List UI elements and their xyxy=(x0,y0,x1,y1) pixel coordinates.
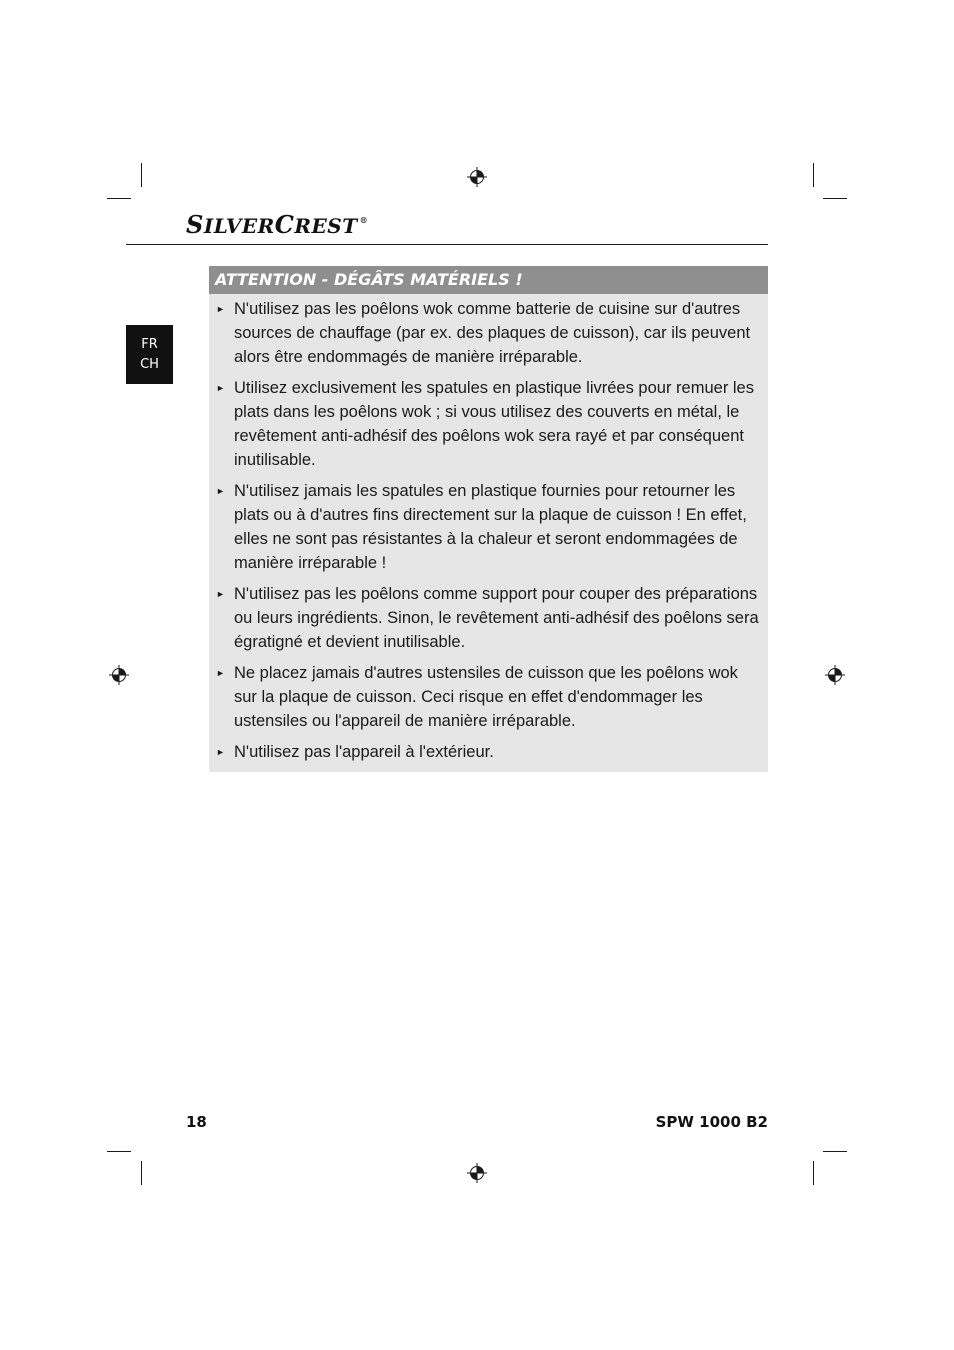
list-item-text: N'utilisez jamais les spatules en plastique fournies pour retourner les plats ou à d'autres fins directement sur la plaque de cuisson ! En effet, elles ne sont pas résistantes à la chaleur et seront endommagées de manière irréparable ! xyxy=(234,482,747,572)
brand-letter: S xyxy=(186,210,204,239)
list-item xyxy=(209,740,760,764)
brand-letters: ILVER xyxy=(203,214,275,238)
header-rule xyxy=(126,244,768,245)
triangle-bullet-icon: ► xyxy=(216,747,225,757)
list-item-text: Ne placez jamais d'autres ustensiles de cuisson que les poêlons wok sur la plaque de cuisson. Ceci risque en effet d'endommager les ustensiles ou l'appareil de manière irréparable. xyxy=(234,664,738,730)
warning-box xyxy=(209,266,768,772)
list-item xyxy=(209,479,760,575)
crop-mark xyxy=(823,1151,847,1152)
triangle-bullet-icon: ► xyxy=(216,486,225,496)
language-code: FR xyxy=(141,336,158,352)
brand-letters: REST xyxy=(294,214,358,238)
crop-mark xyxy=(813,1161,814,1185)
language-tab xyxy=(126,325,173,384)
crop-mark xyxy=(141,1161,142,1185)
triangle-bullet-icon: ► xyxy=(216,304,225,314)
list-item xyxy=(209,582,760,654)
brand-logo xyxy=(186,210,368,239)
list-item-text: N'utilisez pas l'appareil à l'extérieur. xyxy=(234,743,494,761)
list-item-text: Utilisez exclusivement les spatules en plastique livrées pour remuer les plats dans les poêlons wok ; si vous utilisez des couverts en métal, le revêtement anti-adhésif des poêlons wok sera rayé et par conséquent inutilisable. xyxy=(234,379,754,469)
warning-list xyxy=(209,294,768,764)
page-number: 18 xyxy=(186,1113,207,1131)
registration-mark-icon xyxy=(467,1163,487,1183)
list-item-text: N'utilisez pas les poêlons wok comme batterie de cuisine sur d'autres sources de chauffage (par ex. des plaques de cuisson), car ils peuvent alors être endommagés de manière irréparable. xyxy=(234,300,751,366)
country-code: CH xyxy=(140,356,159,372)
triangle-bullet-icon: ► xyxy=(216,383,225,393)
list-item xyxy=(209,297,760,369)
warning-title: ATTENTION - DÉGÂTS MATÉRIELS ! xyxy=(209,266,768,294)
crop-mark xyxy=(141,163,142,187)
model-code: SPW 1000 B2 xyxy=(655,1113,768,1131)
registration-mark-icon xyxy=(109,665,129,685)
brand-letter: C xyxy=(274,210,295,239)
crop-mark xyxy=(823,198,847,199)
registration-mark-icon xyxy=(825,665,845,685)
registration-mark-icon xyxy=(467,167,487,187)
crop-mark xyxy=(107,198,131,199)
crop-mark xyxy=(107,1151,131,1152)
registered-mark: ® xyxy=(359,215,369,225)
list-item-text: N'utilisez pas les poêlons comme support pour couper des préparations ou leurs ingrédients. Sinon, le revêtement anti-adhésif des poêlons sera égratigné et devient inutilisable. xyxy=(234,585,759,651)
list-item xyxy=(209,376,760,472)
list-item xyxy=(209,661,760,733)
crop-mark xyxy=(813,163,814,187)
triangle-bullet-icon: ► xyxy=(216,668,225,678)
triangle-bullet-icon: ► xyxy=(216,589,225,599)
